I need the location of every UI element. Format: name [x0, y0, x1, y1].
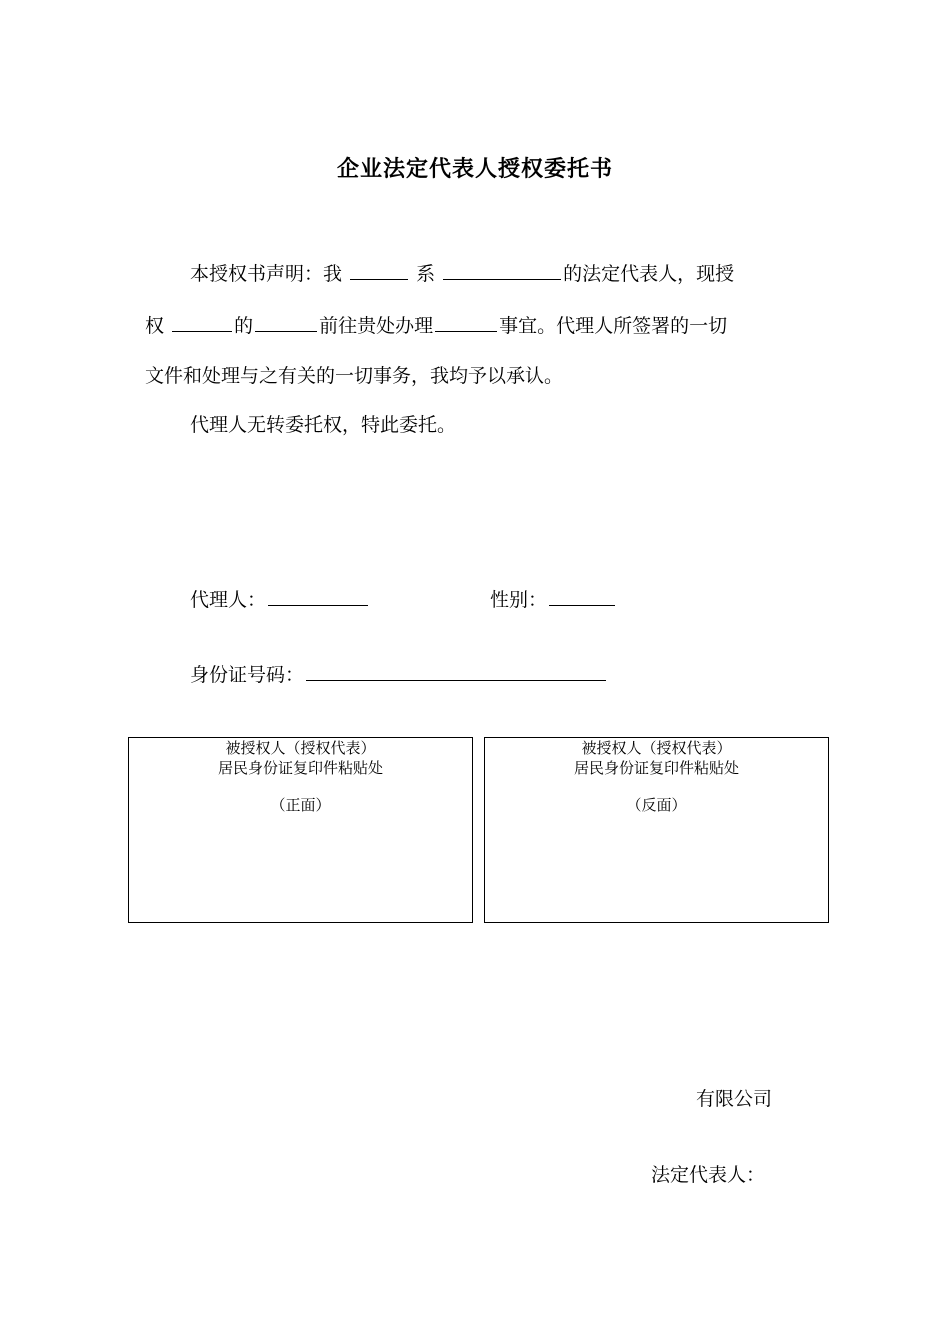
agent-field	[190, 585, 370, 614]
relation-text: 系	[416, 263, 436, 285]
name-blank[interactable]	[350, 259, 408, 280]
paragraph-line-4: 代理人无转委托权，特此委托。	[190, 414, 457, 436]
agent-name-blank[interactable]	[255, 311, 317, 332]
declaration-text: 本授权书声明：我	[190, 263, 343, 285]
back-box-line2: 居民身份证复印件粘贴处	[573, 759, 739, 777]
id-number-input-line[interactable]	[306, 660, 606, 681]
legal-rep-text: 的法定代表人，现授	[563, 263, 735, 285]
authorize-text: 权	[145, 315, 165, 337]
agent-input-line[interactable]	[268, 585, 368, 606]
front-box-line2: 居民身份证复印件粘贴处	[217, 759, 383, 777]
company-blank[interactable]	[443, 259, 561, 280]
id-card-back-box[interactable]	[484, 737, 829, 923]
gender-input-line[interactable]	[549, 585, 615, 606]
gender-field	[490, 585, 617, 614]
agent-label: 代理人：	[190, 589, 267, 611]
front-side-label: （正面）	[270, 796, 331, 814]
front-box-line1: 被授权人（授权代表）	[225, 739, 376, 757]
paragraph-line-1	[190, 259, 734, 288]
matter-text: 事宜。代理人所签署的一切	[499, 315, 728, 337]
unit-blank[interactable]	[172, 311, 232, 332]
of-text: 的	[234, 315, 254, 337]
back-box-line1: 被授权人（授权代表）	[581, 739, 732, 757]
gender-label: 性别：	[490, 589, 548, 611]
paragraph-line-2	[145, 311, 727, 340]
legal-rep-signature: 法定代表人：	[651, 1164, 766, 1186]
paragraph-line-3: 文件和处理与之有关的一切事务，我均予以承认。	[145, 365, 564, 387]
document-title: 企业法定代表人授权委托书	[336, 156, 613, 182]
back-side-label: （反面）	[626, 796, 687, 814]
proceed-text: 前往贵处办理	[319, 315, 434, 337]
id-card-front-box[interactable]	[128, 737, 473, 923]
id-number-label: 身份证号码：	[190, 664, 305, 686]
matter-blank[interactable]	[435, 311, 497, 332]
company-signature: 有限公司	[696, 1088, 773, 1110]
id-number-field	[190, 660, 608, 689]
